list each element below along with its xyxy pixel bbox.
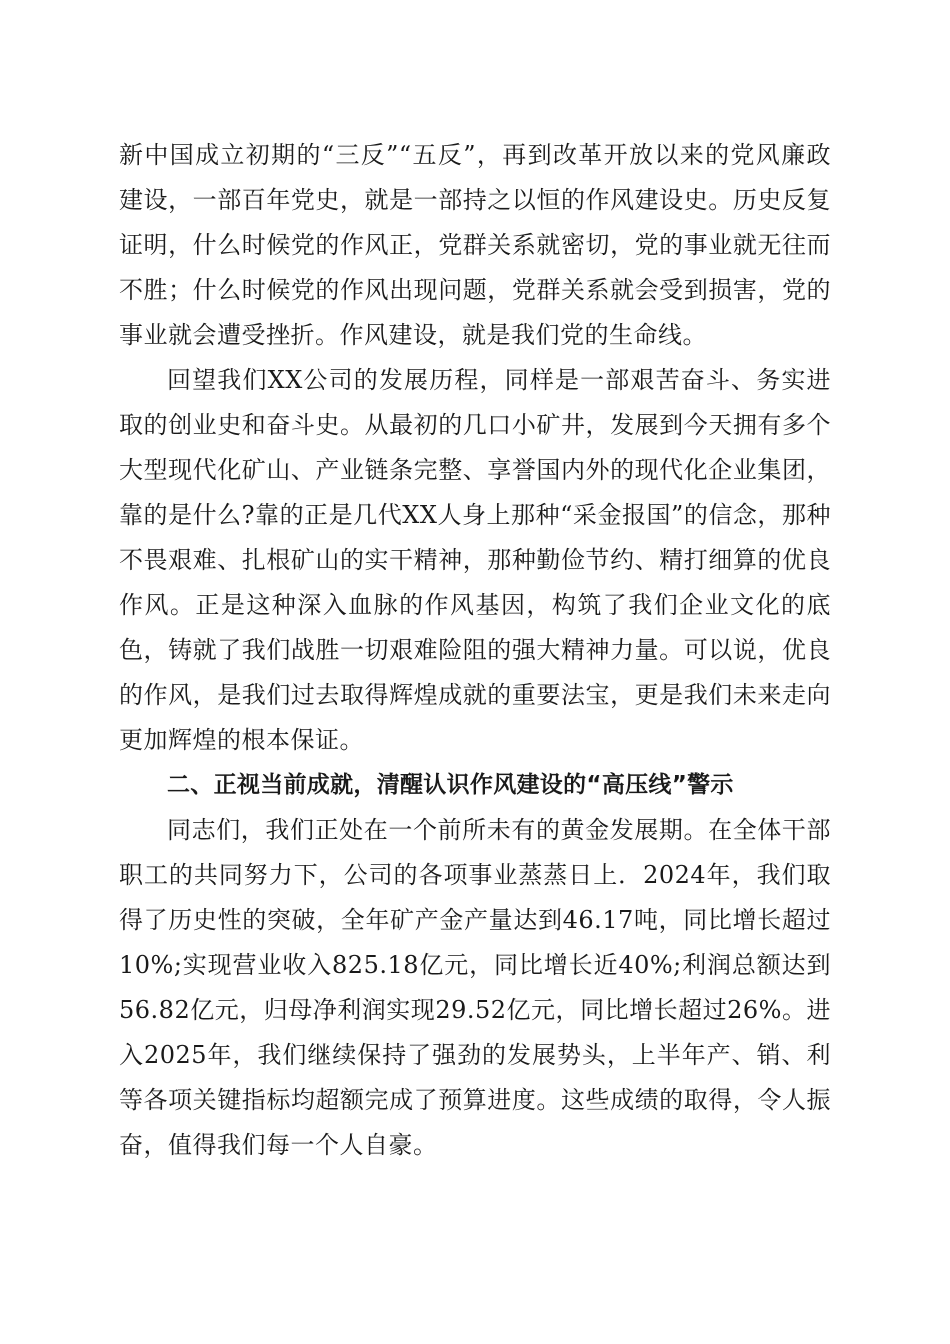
paragraph-party-history: 新中国成立初期的“三反”“五反”，再到改革开放以来的党风廉政建设，一部百年党史，就是一部持之以恒的作风建设史。历史反复证明，什么时候党的作风正，党群关系就密切，党的事业就无往而不胜；什么时候党的作风出现问题，党群关系就会受到损害，党的事业就会遭受挫折。作风建设，就是我们党的生命线。 [119,141,831,349]
paragraph-achievements: 同志们，我们正处在一个前所未有的黄金发展期。在全体干部职工的共同努力下，公司的各项事业蒸蒸日上．2024年，我们取得了历史性的突破，全年矿产金产量达到46.17吨，同比增长超过10%;实现营业收入825.18亿元，同比增长近40%;利润总额达到56.82亿元，归母净利润实现29.52亿元，同比增长超过26%。进入2025年，我们继续保持了强劲的发展势头，上半年产、销、利等各项关键指标均超额完成了预算进度。这些成绩的取得，令人振奋，值得我们每一个人自豪。 [119,816,831,1159]
paragraph-company-history: 回望我们XX公司的发展历程，同样是一部艰苦奋斗、务实进取的创业史和奋斗史。从最初的几口小矿井，发展到今天拥有多个大型现代化矿山、产业链条完整、享誉国内外的现代化企业集团，靠的是什么?靠的正是几代XX人身上那种“采金报国”的信念，那种不畏艰难、扎根矿山的实干精神，那种勤俭节约、精打细算的优良作风。正是这种深入血脉的作风基因，构筑了我们企业文化的底色，铸就了我们战胜一切艰难险阻的强大精神力量。可以说，优良的作风，是我们过去取得辉煌成就的重要法宝，更是我们未来走向更加辉煌的根本保证。 [119,366,831,754]
body-text [119,133,831,1168]
section-heading-2: 二、正视当前成就，清醒认识作风建设的“高压线”警示 [167,772,734,798]
